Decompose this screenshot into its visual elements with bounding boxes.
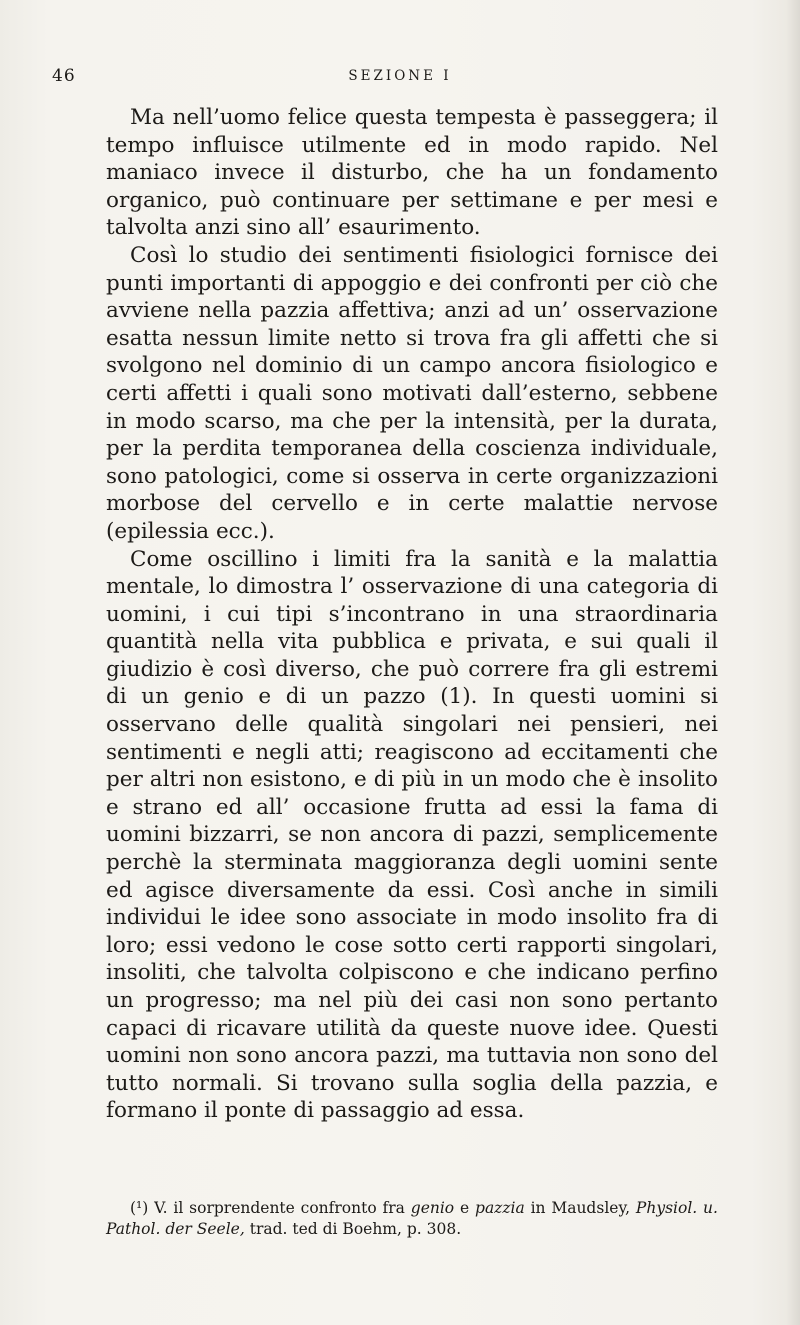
- footnote-italic: pazzia: [475, 1199, 525, 1217]
- section-title: SEZIONE I: [348, 68, 452, 84]
- page-edge-shadow: [786, 0, 800, 1325]
- footnote-marker: (¹): [130, 1199, 149, 1217]
- footnote-text: in Maudsley,: [530, 1199, 631, 1217]
- footnote-italic: Physiol. u. Pathol. der Seele,: [106, 1199, 718, 1238]
- paragraph: Ma nell’uomo felice questa tempesta è passeggera; il tempo influisce utilmente ed in modo rapido. Nel maniaco invece il disturbo, che ha un fondamento organico, può continuare per settimane e per mesi e talvolta anzi sino all’ esaurimento.: [106, 105, 718, 241]
- page-number: 46: [52, 66, 76, 86]
- footnote-italic: genio: [410, 1199, 455, 1217]
- footnote: [106, 1198, 718, 1240]
- body-text: [106, 104, 718, 1125]
- footnote-paragraph: [106, 1198, 718, 1240]
- paragraph: Come oscillino i limiti fra la sanità e la malattia mentale, lo dimostra l’ osservazione di una categoria di uomini, i cui tipi s’incontrano in una straordinaria quantità nella vita pubblica e privata, e sui quali il giudizio è così diverso, che può correre fra gli estremi di un genio e di un pazzo (1). In questi uomini si osservano delle qualità singolari nei pensieri, nei sentimenti e negli atti; reagiscono ad eccitamenti che per altri non esistono, e di più in un modo che è insolito e strano ed all’ occasione frutta ad essi la fama di uomini bizzarri, se non ancora di pazzi, semplicemente perchè la sterminata maggioranza degli uomini sente ed agisce diversamente da essi. Così anche in simili individui le idee sono associate in modo insolito fra di loro; essi vedono le cose sotto certi rapporti singolari, insoliti, che talvolta colpiscono e che indicano perfino un progresso; ma nel più dei casi non sono pertanto capaci di ricavare utilità da queste nuove idee. Questi uomini non sono ancora pazzi, ma tuttavia non sono del tutto normali. Si trovano sulla soglia della pazzia, e formano il ponte di passaggio ad essa.: [106, 546, 718, 1124]
- footnote-text: V. il sorprendente confronto fra: [154, 1199, 405, 1217]
- running-head: [52, 66, 748, 90]
- paragraph: Così lo studio dei sentimenti fisiologici fornisce dei punti importanti di appoggio e dei confronti per ciò che avviene nella pazzia affettiva; anzi ad un’ osservazione esatta nessun limite netto si trova fra gli affetti che si svolgono nel dominio di un campo ancora fisiologico e certi affetti i quali sono motivati dall’esterno, sebbene in modo scarso, ma che per la intensità, per la durata, per la perdita temporanea della coscienza individuale, sono patologici, come si osserva in certe organizzazioni morbose del cervello e in certe malattie nervose (epilessia ecc.).: [106, 242, 718, 544]
- footnote-text: trad. ted di Boehm, p. 308.: [249, 1220, 462, 1238]
- footnote-text: e: [459, 1199, 470, 1217]
